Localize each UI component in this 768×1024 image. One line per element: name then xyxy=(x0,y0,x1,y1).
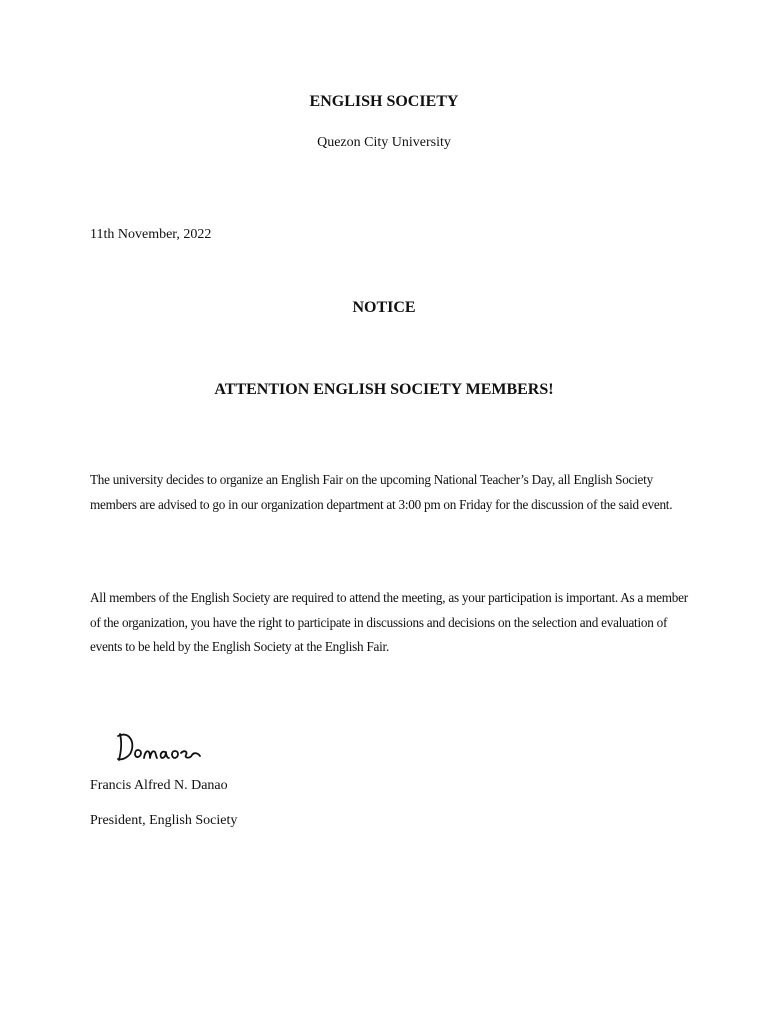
institution-name: Quezon City University xyxy=(317,135,451,150)
signer-role: President, English Society xyxy=(90,813,238,828)
notice-title: NOTICE xyxy=(352,299,416,316)
signer-name: Francis Alfred N. Danao xyxy=(90,778,228,793)
handwritten-signature xyxy=(112,722,212,768)
attention-heading: ATTENTION ENGLISH SOCIETY MEMBERS! xyxy=(214,381,554,398)
notice-date: 11th November, 2022 xyxy=(90,227,212,242)
body-paragraph-1: The university decides to organize an English Fair on the upcoming National Teacher’s Day, all English Society members are advised to go in our organization department at 3:00 pm on Friday for the discussion of the said event. xyxy=(90,472,673,512)
body-paragraph-2: All members of the English Society are required to attend the meeting, as your participation is important. As a member of the organization, you have the right to participate in discussions and decisions on the selection and evaluation of events to be held by the English Society at the English Fair. xyxy=(90,590,688,654)
organization-name: ENGLISH SOCIETY xyxy=(309,93,459,110)
